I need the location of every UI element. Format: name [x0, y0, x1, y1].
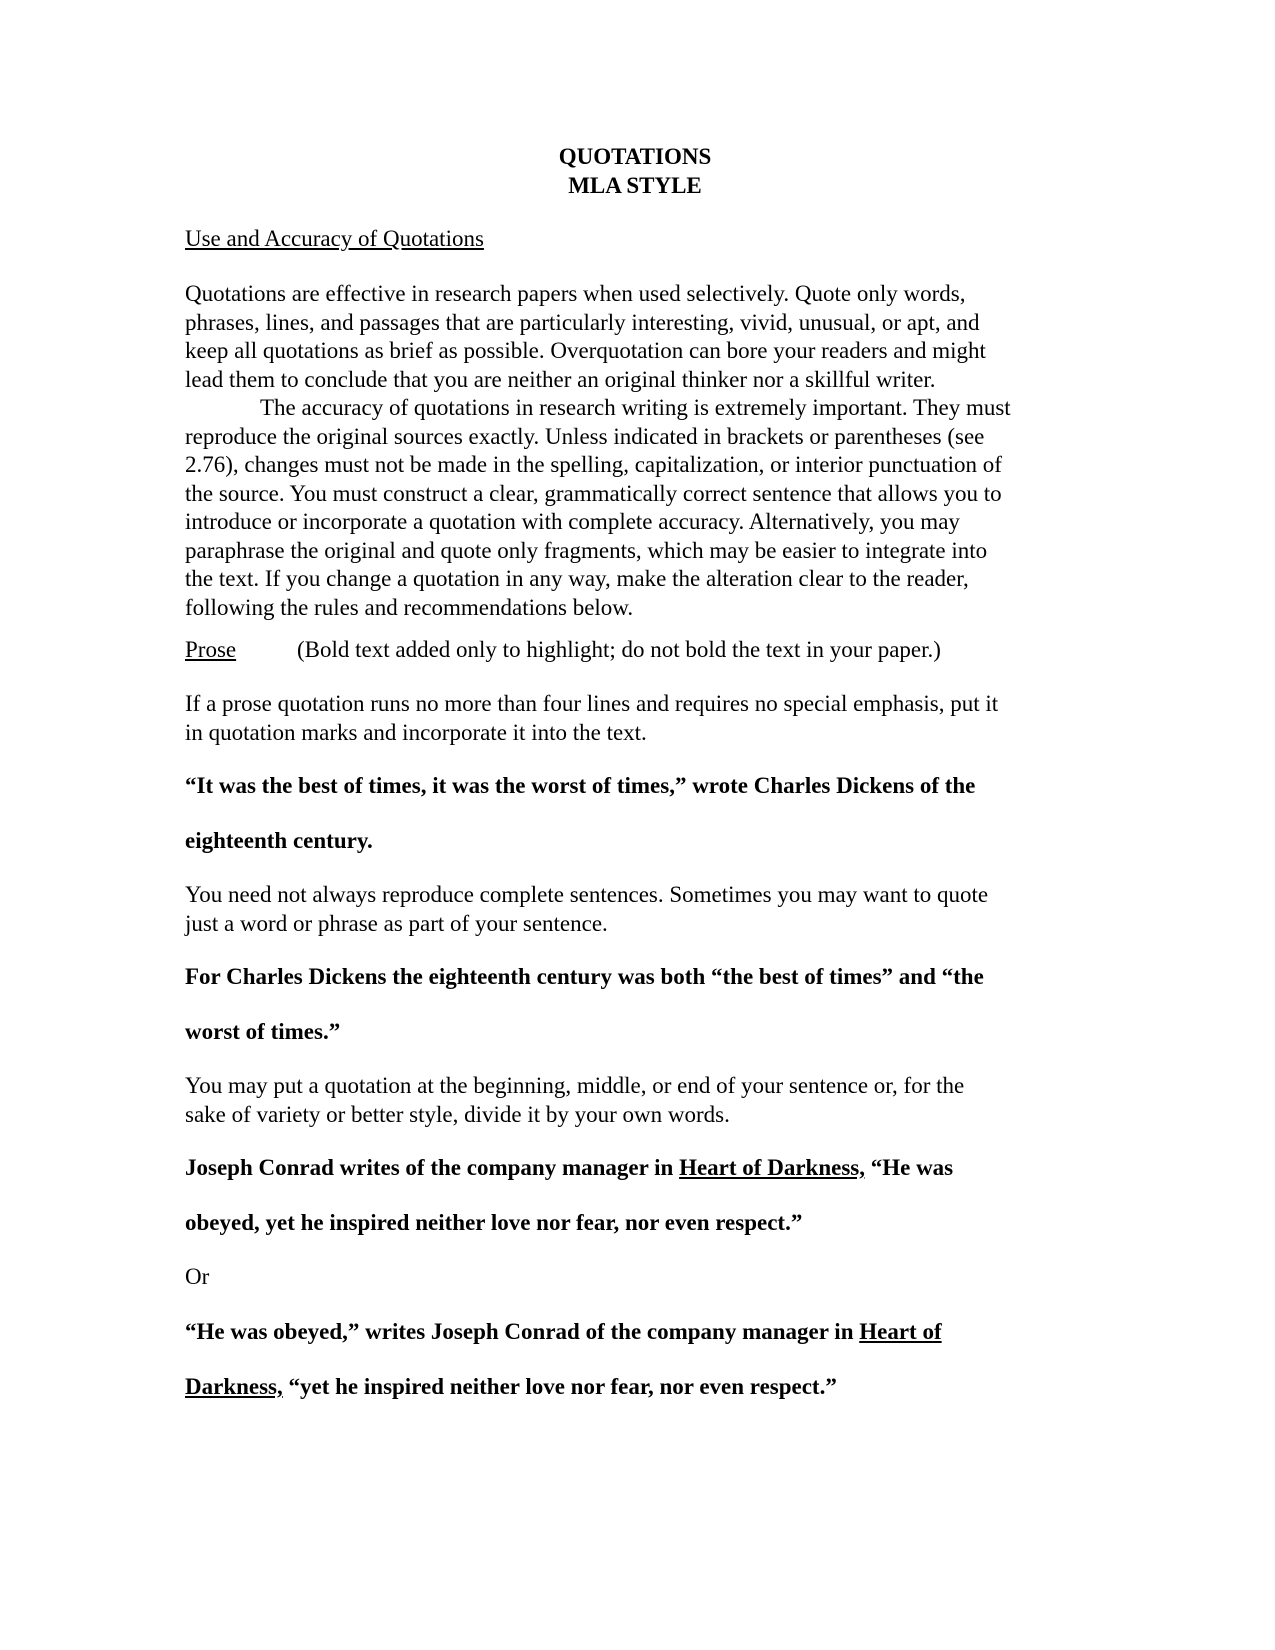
intro-line-indented [185, 394, 1085, 423]
example-quote-4-line-2 [185, 1373, 1085, 1402]
position-line: sake of variety or better style, divide it by your own words. [185, 1101, 730, 1127]
prose-note: (Bold text added only to highlight; do not bold the text in your paper.) [297, 637, 941, 662]
prose-line: If a prose quotation runs no more than four lines and requires no special emphasis, put it [185, 691, 999, 716]
example-quote-4-line-1 [185, 1318, 1085, 1347]
example-quote-3-line-1 [185, 1154, 1085, 1183]
prose-line: in quotation marks and incorporate it into the text. [185, 719, 647, 745]
document-title [185, 143, 1085, 200]
example-quote-3-line-2: obeyed, yet he inspired neither love nor fear, nor even respect.” [185, 1210, 803, 1235]
intro-line: keep all quotations as brief as possible. Overquotation can bore your readers and might [185, 338, 986, 363]
intro-line: lead them to conclude that you are neither an original thinker nor a skillful writer. [185, 366, 936, 392]
intro-line: phrases, lines, and passages that are particularly interesting, vivid, unusual, or apt, and [185, 309, 980, 335]
example-quote-1-line-2: eighteenth century. [185, 828, 373, 853]
intro-line: introduce or incorporate a quotation with complete accuracy. Alternatively, you may [185, 509, 960, 534]
intro-line: reproduce the original sources exactly. Unless indicated in brackets or parentheses (see [185, 423, 985, 449]
title-line-2: MLA STYLE [568, 172, 702, 198]
example4-post: “yet he inspired neither love nor fear, nor even respect.” [282, 1374, 837, 1399]
intro-line: the text. If you change a quotation in any way, make the alteration clear to the reader, [185, 566, 969, 591]
complete-line: just a word or phrase as part of your sentence. [185, 910, 608, 936]
intro-line-text: The accuracy of quotations in research writing is extremely important. They must [260, 395, 1011, 420]
title-line-1: QUOTATIONS [558, 144, 712, 169]
prose-label: Prose [185, 637, 237, 662]
intro-line: paraphrase the original and quote only fragments, which may be easier to integrate into [185, 537, 988, 563]
intro-line: following the rules and recommendations below. [185, 594, 634, 620]
section-heading-text: Use and Accuracy of Quotations [185, 226, 484, 251]
example3-pre: Joseph Conrad writes of the company manager in [185, 1155, 680, 1180]
complete-line: You need not always reproduce complete sentences. Sometimes you may want to quote [185, 882, 989, 907]
example4-pre: “He was obeyed,” writes Joseph Conrad of the company manager in [185, 1319, 860, 1344]
book-title-heart-of-darkness: Heart of Darkness, [679, 1155, 865, 1180]
complete-sentences-paragraph [185, 881, 1085, 938]
position-line: You may put a quotation at the beginning, middle, or end of your sentence or, for the [185, 1073, 965, 1098]
intro-line: 2.76), changes must not be made in the spelling, capitalization, or interior punctuation of [185, 452, 1002, 477]
prose-paragraph [185, 690, 1085, 747]
position-paragraph [185, 1072, 1085, 1129]
section-heading [185, 225, 1085, 254]
example-quote-2-line-1: For Charles Dickens the eighteenth century was both “the best of times” and “the [185, 964, 984, 989]
prose-heading [185, 636, 1085, 665]
or-label: Or [185, 1264, 210, 1289]
example3-post: “He was [864, 1155, 954, 1180]
intro-line: the source. You must construct a clear, grammatically correct sentence that allows you to [185, 480, 1002, 506]
intro-line: Quotations are effective in research papers when used selectively. Quote only words, [185, 281, 966, 306]
book-title-darkness: Darkness, [185, 1374, 283, 1399]
example-quote-1-line-1: “It was the best of times, it was the worst of times,” wrote Charles Dickens of the [185, 773, 976, 798]
book-title-heart-of: Heart of [859, 1319, 942, 1344]
example-quote-2-line-2: worst of times.” [185, 1019, 341, 1044]
intro-paragraph [185, 280, 1085, 622]
